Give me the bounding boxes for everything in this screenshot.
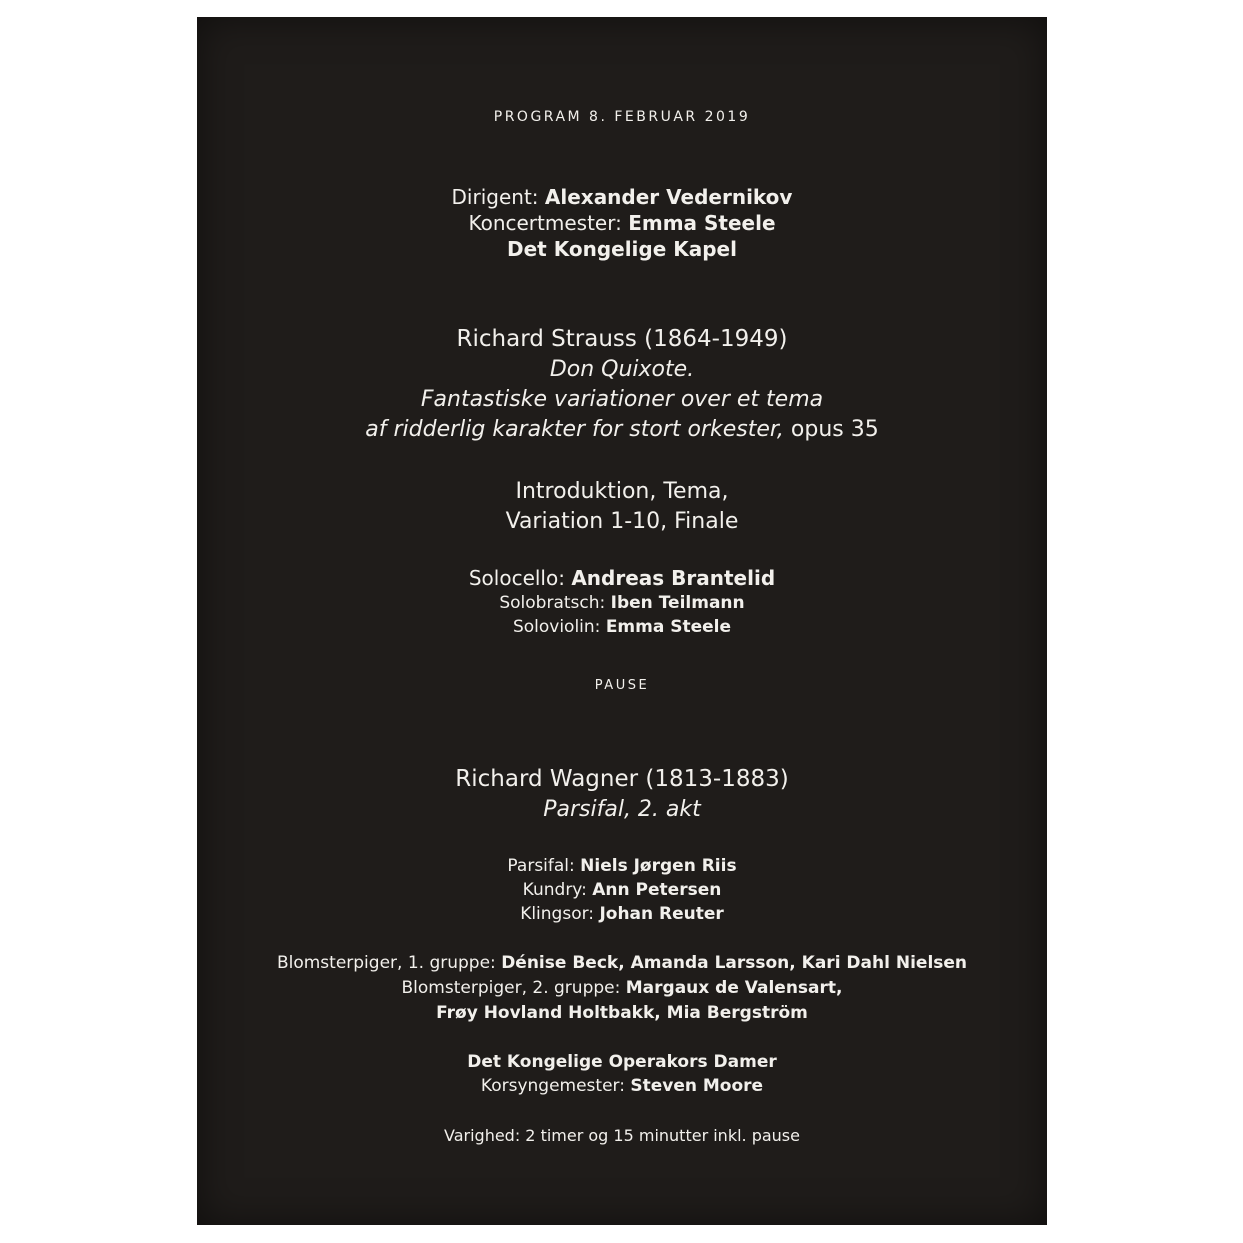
flower-maidens-names: Dénise Beck, Amanda Larsson, Kari Dahl Nielsen [501, 953, 968, 973]
wagner-work: Parsifal, 2. akt [543, 797, 701, 822]
flower-maidens-label: Blomsterpiger, 1. gruppe: [276, 953, 502, 973]
orchestra-name: Det Kongelige Kapel [507, 237, 737, 261]
strauss-work-subtitle-2-text: af ridderlig karakter for stort orkester, [365, 417, 784, 442]
strauss-opus: opus 35 [783, 417, 879, 442]
soloist-cello [197, 568, 1047, 588]
strauss-work-subtitle-2 [197, 419, 1047, 441]
chorus-master-name: Steven Moore [630, 1076, 764, 1096]
soloist-name: Emma Steele [605, 617, 732, 637]
program-sheet [197, 17, 1047, 1225]
cast-parsifal [197, 858, 1047, 875]
concertmaster-name: Emma Steele [628, 211, 776, 235]
soloist-label: Solocello: [468, 566, 572, 590]
flower-maidens-group-1 [197, 955, 1047, 972]
choir-name: Det Kongelige Operakors Damer [467, 1052, 777, 1072]
wagner-composer: Richard Wagner (1813-1883) [455, 766, 789, 792]
flower-maidens-names: Margaux de Valensart, [625, 978, 843, 998]
conductor-label: Dirigent: [451, 185, 545, 209]
soloist-label: Solobratsch: [499, 593, 611, 613]
duration-note: Varighed: 2 timer og 15 minutter inkl. pause [444, 1126, 800, 1145]
concertmaster-label: Koncertmester: [468, 211, 629, 235]
strauss-work-subtitle-1: Fantastiske variationer over et tema [420, 387, 824, 412]
cast-klingsor [197, 906, 1047, 923]
cast-singer: Ann Petersen [592, 880, 722, 900]
cast-role: Kundry: [522, 880, 593, 900]
program-header: PROGRAM 8. FEBRUAR 2019 [493, 109, 751, 125]
soloist-label: Soloviolin: [512, 617, 606, 637]
soloist-name: Andreas Brantelid [571, 566, 776, 590]
soloist-name: Iben Teilmann [610, 593, 745, 613]
strauss-movements-2: Variation 1-10, Finale [505, 509, 739, 534]
cast-singer: Niels Jørgen Riis [580, 856, 737, 876]
cast-singer: Johan Reuter [599, 904, 724, 924]
concertmaster-line [197, 213, 1047, 233]
cast-role: Parsifal: [507, 856, 581, 876]
flower-maidens-group-2 [197, 980, 1047, 997]
flower-maidens-label: Blomsterpiger, 2. gruppe: [401, 978, 626, 998]
cast-role: Klingsor: [520, 904, 600, 924]
conductor-line [197, 187, 1047, 207]
flower-maidens-group-2-cont: Frøy Hovland Holtbakk, Mia Bergström [436, 1003, 808, 1023]
chorus-master [197, 1078, 1047, 1095]
cast-kundry [197, 882, 1047, 899]
strauss-work-title: Don Quixote. [549, 357, 695, 382]
strauss-movements-1: Introduktion, Tema, [515, 479, 729, 504]
pause-label: PAUSE [594, 678, 650, 693]
soloist-violin [197, 619, 1047, 636]
conductor-name: Alexander Vedernikov [544, 185, 793, 209]
chorus-master-label: Korsyngemester: [480, 1076, 631, 1096]
soloist-viola [197, 595, 1047, 612]
strauss-composer: Richard Strauss (1864-1949) [456, 326, 788, 352]
